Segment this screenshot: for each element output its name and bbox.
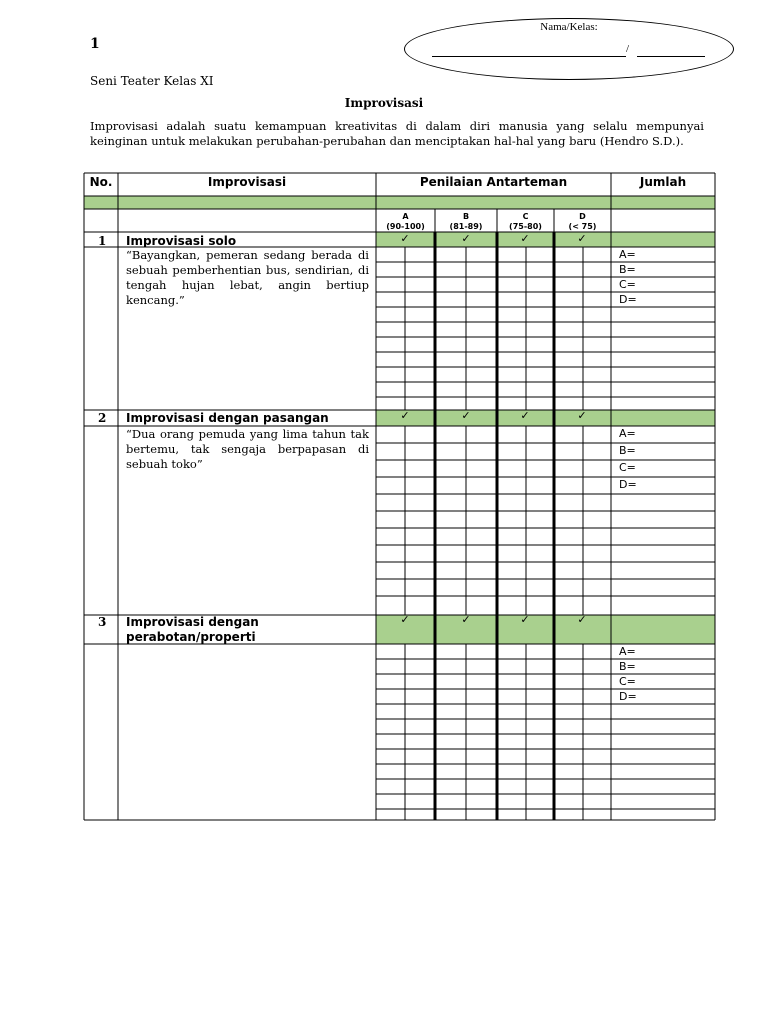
sum-c-label: C= <box>619 278 636 291</box>
section-1-quote: “Bayangkan, pemeran sedang berada di sebuah pemberhentian bus, sendirian, di tengah hujan lebat, angin bertiup kencang.” <box>126 248 369 307</box>
section-2-title: Improvisasi dengan pasangan <box>126 411 329 425</box>
check-mark-icon: ✓ <box>520 232 530 245</box>
page-number: 1 <box>90 36 100 52</box>
grade-range: (75-80) <box>509 222 542 231</box>
sum-d-label: D= <box>619 478 637 491</box>
sum-a-label: A= <box>619 645 636 658</box>
grade-range: (81-89) <box>449 222 483 231</box>
header-penilaian: Penilaian Antarteman <box>419 175 568 189</box>
section-2-number: 2 <box>98 411 107 425</box>
grade-range: (< 75) <box>568 222 597 231</box>
check-mark-icon: ✓ <box>400 613 410 626</box>
grade-d-header <box>554 212 611 232</box>
header-jumlah: Jumlah <box>639 175 687 189</box>
sum-b-label: B= <box>619 444 636 457</box>
nama-kelas-label: Nama/Kelas: <box>540 21 598 33</box>
section-1-number: 1 <box>98 234 107 248</box>
grade-letter: A <box>402 212 409 221</box>
check-mark-icon: ✓ <box>400 409 410 422</box>
grade-range: (90-100) <box>386 222 425 231</box>
section-3-title: Improvisasi dengan perabotan/properti <box>126 615 259 644</box>
grade-letter: C <box>522 212 529 221</box>
check-mark-icon: ✓ <box>461 409 471 422</box>
check-mark-icon: ✓ <box>400 232 410 245</box>
green-band <box>84 196 715 209</box>
check-mark-icon: ✓ <box>577 232 587 245</box>
green-band <box>376 410 715 426</box>
sum-d-label: D= <box>619 293 637 306</box>
grade-letter: B <box>462 212 470 221</box>
green-band <box>376 232 715 247</box>
sum-b-label: B= <box>619 263 636 276</box>
intro-paragraph: Improvisasi adalah suatu kemampuan kreativitas di dalam diri manusia yang selalu mempunyai keinginan untuk melakukan perubahan-perubahan dan menciptakan hal-hal yang baru (Hendro S.D.). <box>90 119 704 148</box>
check-mark-icon: ✓ <box>577 613 587 626</box>
section-1-title: Improvisasi solo <box>126 234 237 248</box>
check-mark-icon: ✓ <box>461 613 471 626</box>
section-2-quote: “Dua orang pemuda yang lima tahun tak bertemu, tak sengaja berpapasan di sebuah toko” <box>126 427 369 471</box>
grade-a-header <box>376 212 435 232</box>
name-class-separator: / <box>626 43 630 55</box>
sum-c-label: C= <box>619 675 636 688</box>
check-mark-icon: ✓ <box>577 409 587 422</box>
section-3-number: 3 <box>98 615 107 629</box>
check-mark-icon: ✓ <box>520 613 530 626</box>
grade-letter: D <box>579 212 586 221</box>
header-improvisasi: Improvisasi <box>207 175 287 189</box>
grade-c-header <box>497 212 554 232</box>
sum-d-label: D= <box>619 690 637 703</box>
check-mark-icon: ✓ <box>520 409 530 422</box>
sum-a-label: A= <box>619 248 636 261</box>
sum-c-label: C= <box>619 461 636 474</box>
green-band <box>376 615 715 644</box>
grade-b-header <box>435 212 497 232</box>
page-title: Improvisasi <box>344 96 424 110</box>
sum-a-label: A= <box>619 427 636 440</box>
check-mark-icon: ✓ <box>461 232 471 245</box>
header-no: No. <box>89 175 113 189</box>
subject-line: Seni Teater Kelas XI <box>90 74 214 88</box>
sum-b-label: B= <box>619 660 636 673</box>
